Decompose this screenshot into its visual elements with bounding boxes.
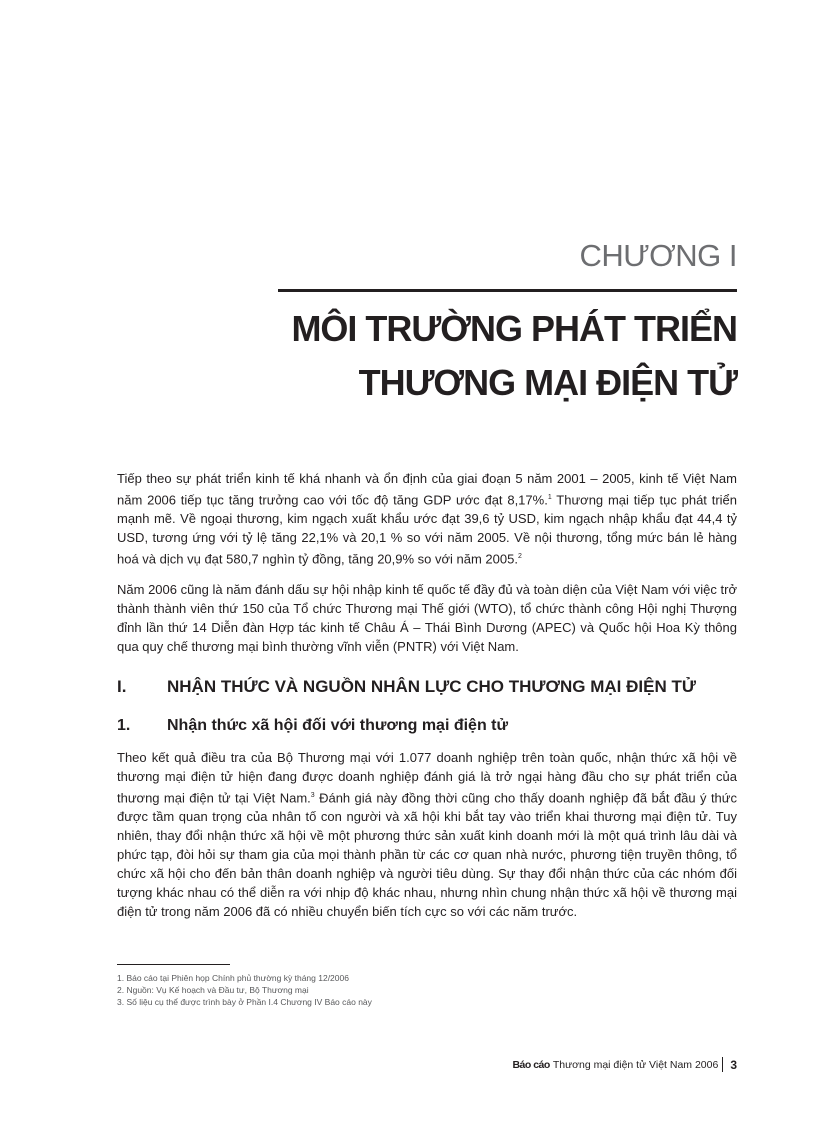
footer-report-label: Báo cáo bbox=[512, 1058, 550, 1071]
subsection-heading bbox=[117, 717, 737, 735]
chapter-label: CHƯƠNG I bbox=[579, 238, 737, 273]
footnote-ref-1[interactable]: 1 bbox=[547, 494, 552, 501]
subsection-title: Nhận thức xã hội đối với thương mại điện tử bbox=[167, 717, 509, 734]
chapter-title-line-2: THƯƠNG MẠI ĐIỆN TỬ bbox=[358, 362, 737, 403]
chapter-title bbox=[217, 302, 737, 410]
chapter-title-line-1: MÔI TRƯỜNG PHÁT TRIỂN bbox=[291, 308, 737, 349]
section-title: NHẬN THỨC VÀ NGUỒN NHÂN LỰC CHO THƯƠNG MẠI ĐIỆN TỬ bbox=[167, 677, 696, 696]
page-number: 3 bbox=[730, 1057, 737, 1072]
page-footer bbox=[512, 1057, 737, 1072]
chapter-rule bbox=[278, 289, 737, 292]
intro-text-part-1: Tiếp theo sự phát triển kinh tế khá nhanh và ổn định của giai đoạn 5 năm 2001 – 2005, kinh tế Việt Nam năm 2006 tiếp tục tăng trưởng cao với tốc độ tăng GDP ước đạt 8,17%. bbox=[117, 471, 737, 508]
footnote-2: 2. Nguồn: Vụ Kế hoạch và Đầu tư, Bộ Thương mại bbox=[117, 985, 309, 995]
footnote-ref-3[interactable]: 3 bbox=[310, 792, 315, 799]
awareness-paragraph bbox=[117, 748, 737, 921]
intro-paragraph bbox=[117, 469, 737, 569]
integration-paragraph: Năm 2006 cũng là năm đánh dấu sự hội nhập kinh tế quốc tế đầy đủ và toàn diện của Việt Nam với việc trở thành thành viên thứ 150 của Tổ chức Thương mại Thế giới (WTO), tổ chức thành công Hội nghị Thượng đỉnh lần thứ 14 Diễn đàn Hợp tác kinh tế Châu Á – Thái Bình Dương (APEC) và Quốc hội Hoa Kỳ thông qua quy chế thương mại bình thường vĩnh viễn (PNTR) với Việt Nam. bbox=[117, 582, 737, 654]
subsection-number: 1. bbox=[117, 717, 131, 734]
section-heading bbox=[117, 677, 737, 697]
footer-separator bbox=[722, 1057, 723, 1072]
section-number: I. bbox=[117, 677, 127, 696]
footnote-1: 1. Báo cáo tại Phiên họp Chính phủ thường kỳ tháng 12/2006 bbox=[117, 973, 349, 983]
footnote-3: 3. Số liệu cụ thể được trình bày ở Phần I.4 Chương IV Báo cáo này bbox=[117, 997, 372, 1007]
intro-text-part-2: Thương mại tiếp tục phát triển mạnh mẽ. Về ngoại thương, kim ngạch xuất khẩu ước đạt 39,6 tỷ USD, kim ngạch nhập khẩu đạt 44,4 tỷ USD, tương ứng với tỷ lệ tăng 22,1% và 20,1 % so với năm 2005. Về nội thương, tổng mức bán lẻ hàng hoá và dịch vụ đạt 580,7 nghìn tỷ đồng, tăng 20,9% so với năm 2005. bbox=[117, 492, 737, 567]
awareness-text-part-2: Đánh giá này đồng thời cũng cho thấy doanh nghiệp đã bắt đầu ý thức được tầm quan trọng của nhân tố con người và xã hội khi bắt tay vào triển khai thương mại điện tử. Tuy nhiên, thay đổi nhận thức xã hội về một phương thức sản xuất kinh doanh mới là một quá trình lâu dài và phức tạp, đòi hỏi sự tham gia của mọi thành phần từ các cơ quan nhà nước, phương tiện truyền thông, tổ chức xã hội cho đến bản thân doanh nghiệp và người tiêu dùng. Sự thay đổi nhận thức của các nhóm đối tượng khác nhau có thể diễn ra với nhịp độ khác nhau, nhưng nhìn chung nhận thức xã hội về thương mại điện tử trong năm 2006 đã có nhiều chuyển biến tích cực so với các năm trước. bbox=[117, 790, 737, 920]
footnotes bbox=[117, 972, 717, 1008]
awareness-text-part-1: Theo kết quả điều tra của Bộ Thương mại với 1.077 doanh nghiệp trên toàn quốc, nhận thức xã hội về thương mại điện tử hiện đang được doanh nghiệp đánh giá là trở ngại hàng đầu cho sự phát triển của thương mại điện tử tại Việt Nam. bbox=[117, 750, 737, 806]
footnote-rule bbox=[117, 964, 230, 965]
footnote-ref-2[interactable]: 2 bbox=[517, 553, 522, 561]
footer-report-title: Thương mại điện tử Việt Nam 2006 bbox=[552, 1058, 719, 1071]
